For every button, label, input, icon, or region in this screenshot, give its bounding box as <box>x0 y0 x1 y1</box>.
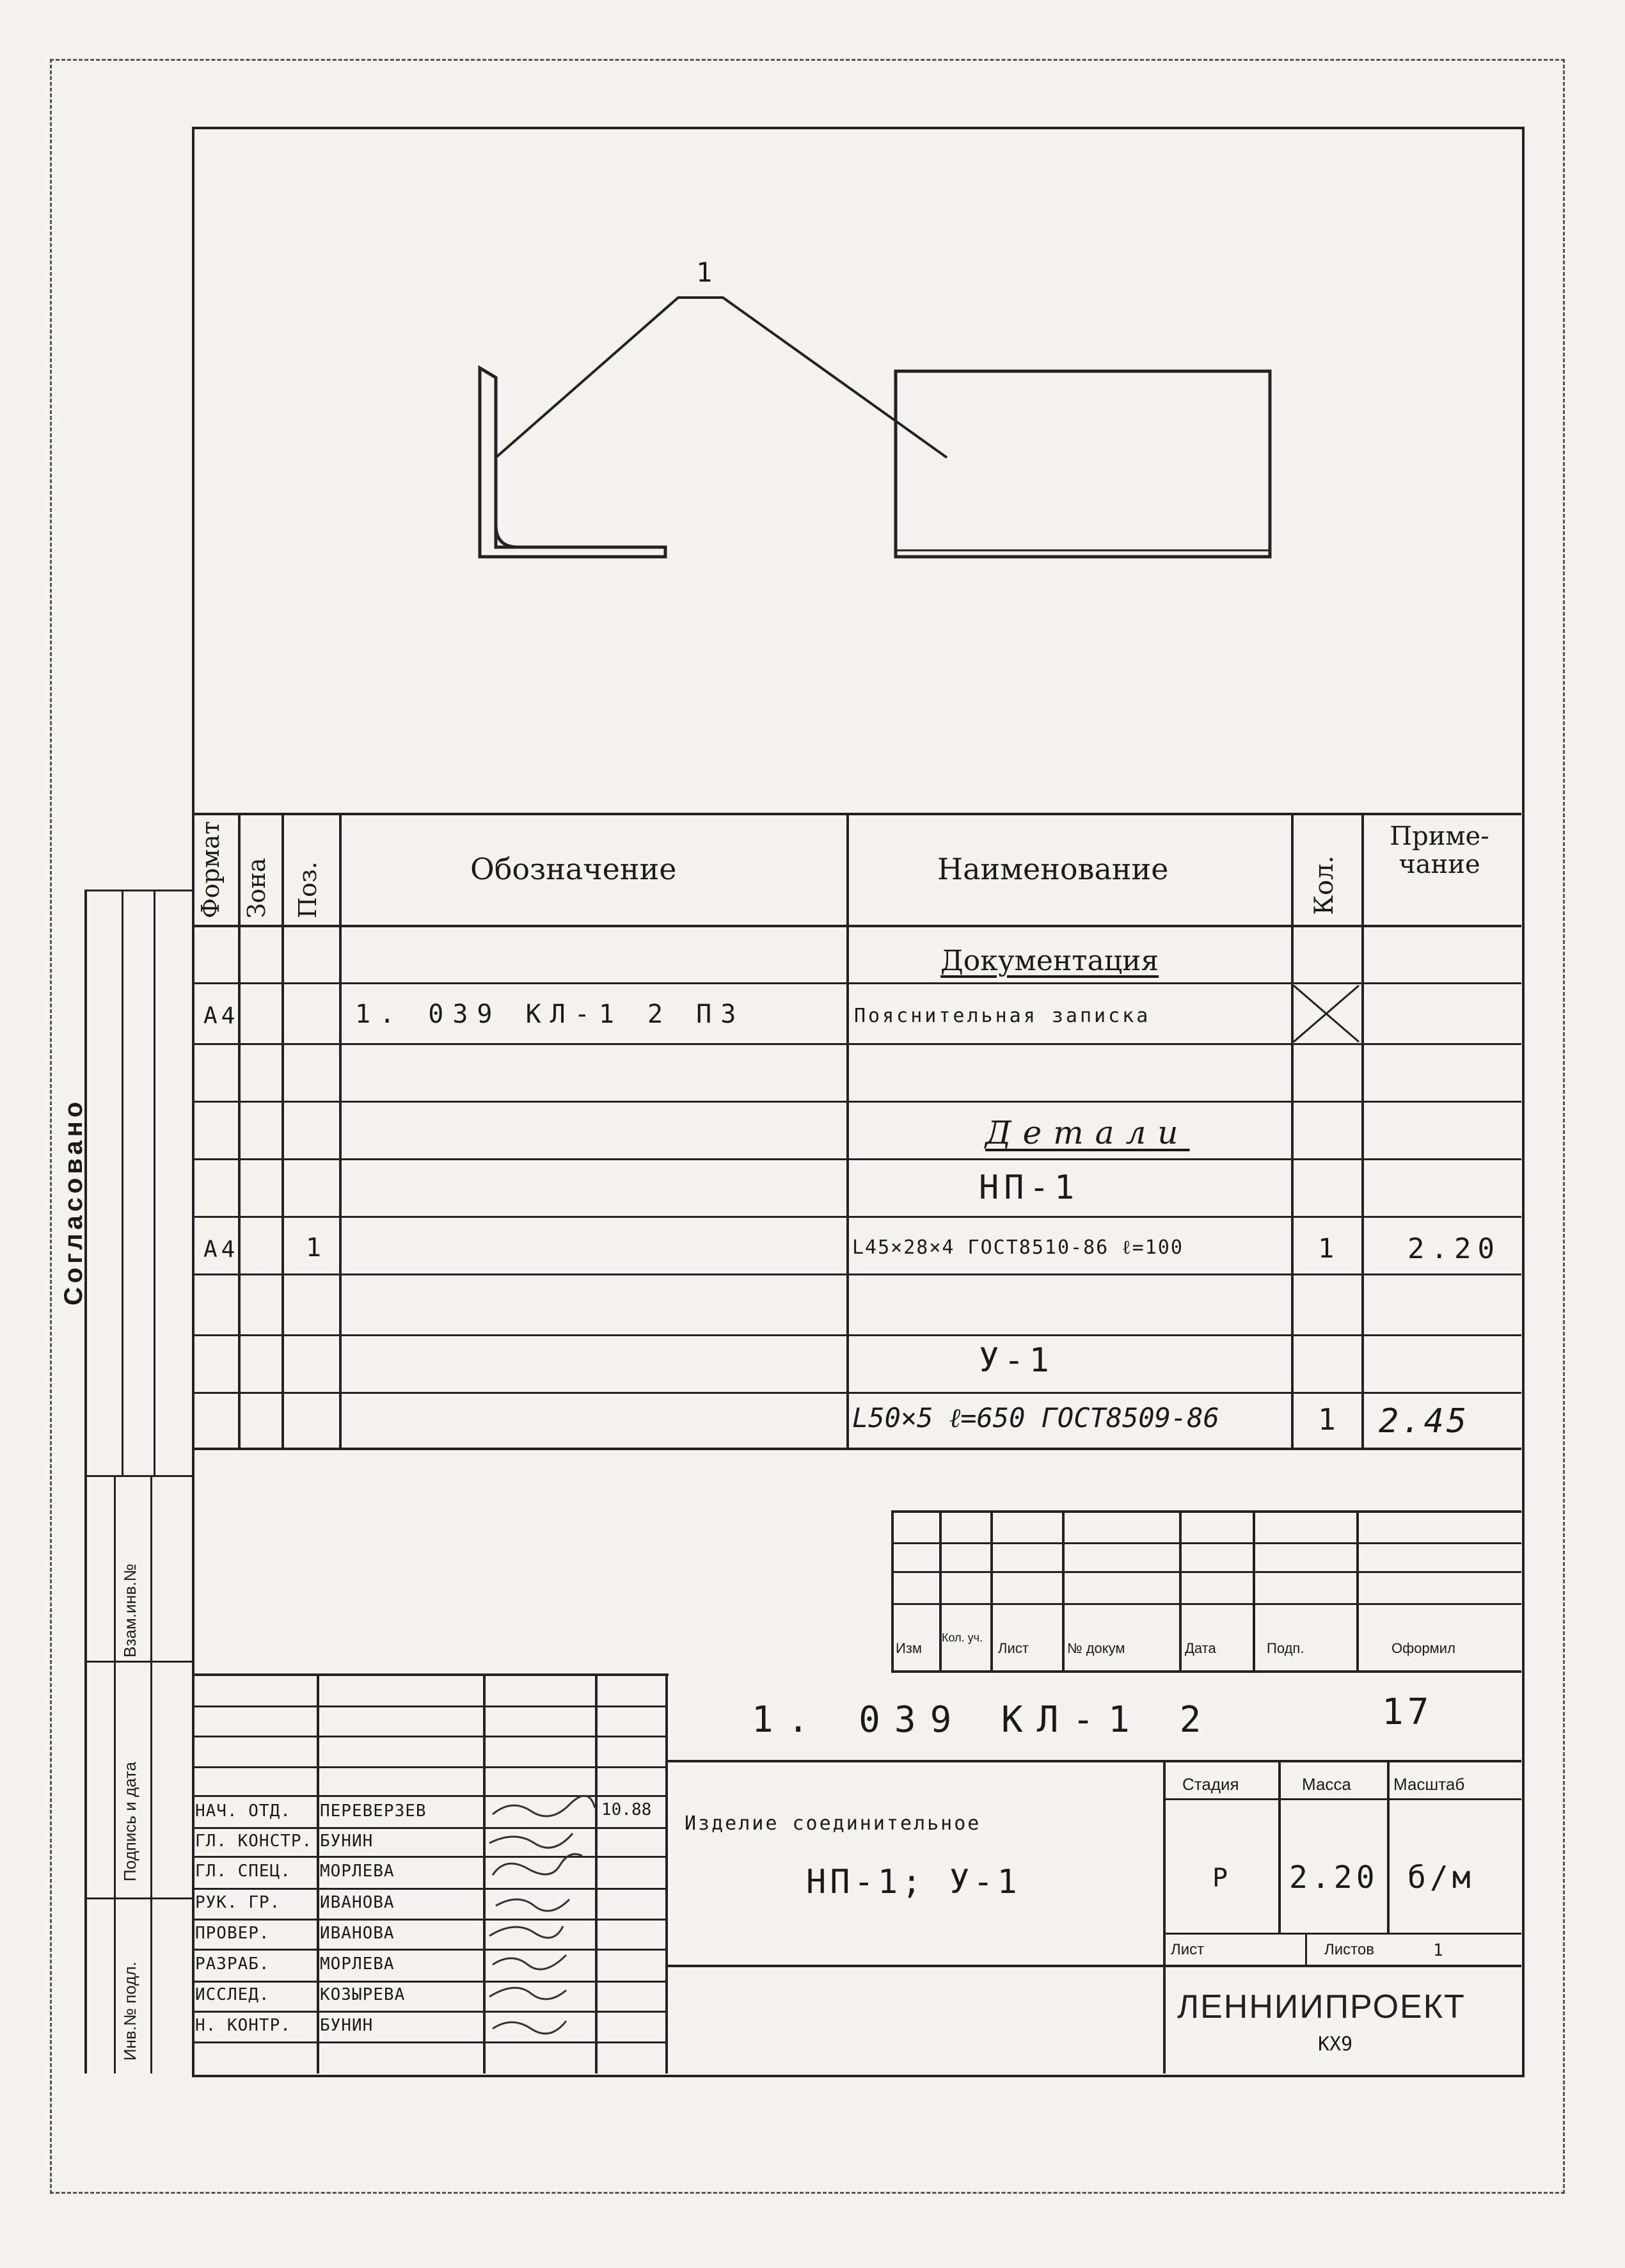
header-format: Формат <box>196 821 225 918</box>
signer-name: МОРЛЕВА <box>320 1954 395 1974</box>
sheets-label: Листов <box>1324 1941 1374 1958</box>
signer-name: МОРЛЕВА <box>320 1862 395 1881</box>
signature-3 <box>493 1854 582 1875</box>
stage-label: Стадия <box>1182 1775 1239 1794</box>
header-qty: Кол. <box>1310 855 1339 915</box>
signer-role: ГЛ. СПЕЦ. <box>195 1862 291 1881</box>
row-doc-format: А4 <box>203 1003 239 1029</box>
inv-orig-label: Инв.№ подл. <box>120 1961 139 2061</box>
row-u1-note: 2.45 <box>1379 1402 1470 1441</box>
signer-role: ПРОВЕР. <box>195 1924 270 1943</box>
rev-h-prepared: Оформил <box>1391 1640 1455 1656</box>
signer-role: РУК. ГР. <box>195 1893 281 1912</box>
page-number: 17 <box>1382 1691 1433 1733</box>
rev-h-list: Лист <box>998 1640 1029 1656</box>
rev-h-kol: Кол. уч. <box>942 1631 983 1644</box>
sheets-value: 1 <box>1433 1941 1443 1960</box>
signature-1 <box>493 1796 595 1816</box>
row-doc-designation: 1. 039 КЛ-1 2 ПЗ <box>355 1000 745 1029</box>
row-np1-pos: 1 <box>306 1233 326 1263</box>
sign-date-label: Подпись и дата <box>120 1761 139 1881</box>
header-note: Приме-чание <box>1390 822 1489 879</box>
signer-name: ИВАНОВА <box>320 1893 395 1912</box>
group-np1: НП-1 <box>979 1169 1080 1207</box>
signature-8 <box>493 2021 566 2034</box>
scale-value: б/м <box>1407 1860 1475 1896</box>
product-sub: НП-1; У-1 <box>806 1863 1021 1901</box>
doc-code: 1. 039 КЛ-1 2 <box>752 1699 1216 1741</box>
signer-name: ИВАНОВА <box>320 1924 395 1943</box>
mass-label: Масса <box>1302 1775 1351 1794</box>
product-name: Изделие соединительное <box>685 1812 981 1835</box>
section-documentation: Документация <box>940 945 1159 977</box>
section-details: Детали <box>985 1114 1190 1151</box>
rev-h-date: Дата <box>1185 1640 1216 1656</box>
signer-role: ИССЛЕД. <box>195 1985 270 2004</box>
header-name: Наименование <box>937 852 1169 886</box>
signer-role: НАЧ. ОТД. <box>195 1801 291 1821</box>
signer-role: ГЛ. КОНСТР. <box>195 1832 313 1851</box>
signer-name: БУНИН <box>320 1832 374 1851</box>
header-designation: Обозначение <box>470 852 677 886</box>
signature-5 <box>489 1926 563 1938</box>
mass-value: 2.20 <box>1289 1860 1379 1896</box>
header-zone: Зона <box>242 858 271 918</box>
sheet-label: Лист <box>1171 1941 1205 1958</box>
signer-role: РАЗРАБ. <box>195 1954 270 1974</box>
row-np1-note: 2.20 <box>1407 1233 1501 1265</box>
signer-role: Н. КОНТР. <box>195 2016 291 2035</box>
row-doc-name: Пояснительная записка <box>854 1005 1151 1027</box>
row-u1-qty: 1 <box>1318 1402 1340 1437</box>
org-name: ЛЕННИИПРОЕКТ <box>1177 1988 1466 2025</box>
agreed-label: Согласовано <box>59 1098 88 1306</box>
header-pos: Поз. <box>294 861 322 918</box>
signer-name: КОЗЫРЕВА <box>320 1985 406 2004</box>
callout-number: 1 <box>696 257 713 288</box>
row-np1-name: L45×28×4 ГОСТ8510-86 ℓ=100 <box>852 1236 1184 1259</box>
row-u1-name: L50×5 ℓ=650 ГОСТ8509-86 <box>852 1402 1219 1433</box>
inv-replaced-label: Взам.инв.№ <box>120 1563 139 1657</box>
row-np1-qty: 1 <box>1318 1233 1338 1264</box>
signer-name: ПЕРЕВЕРЗЕВ <box>320 1801 427 1821</box>
signature-4 <box>496 1899 569 1911</box>
signature-6 <box>493 1955 566 1969</box>
scale-label: Масштаб <box>1393 1775 1465 1794</box>
org-sub: КХ9 <box>1318 2033 1353 2056</box>
date-value: 10.88 <box>601 1800 652 1819</box>
stage-value: Р <box>1212 1864 1232 1893</box>
signature-7 <box>489 1988 566 1999</box>
group-u1: У-1 <box>979 1341 1054 1380</box>
signer-name: БУНИН <box>320 2016 374 2035</box>
rev-h-doc: № докум <box>1067 1640 1125 1656</box>
row-np1-format: А4 <box>203 1236 239 1263</box>
rev-h-izm: Изм <box>896 1640 923 1656</box>
signature-2 <box>489 1833 573 1848</box>
rev-h-sign: Подп. <box>1267 1640 1304 1656</box>
